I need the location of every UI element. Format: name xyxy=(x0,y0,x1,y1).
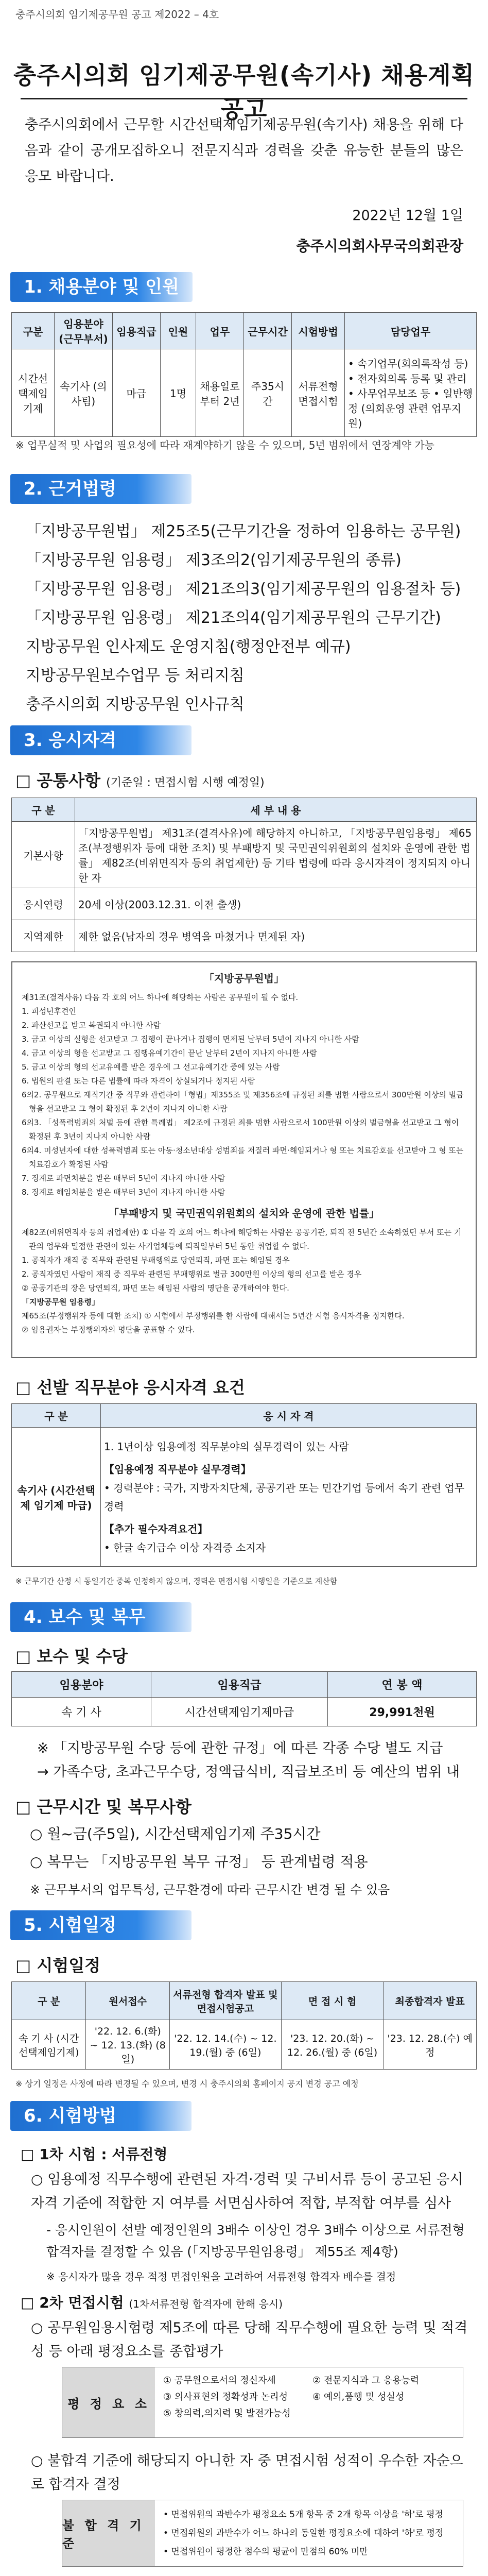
cell: 응시연령 xyxy=(12,888,75,920)
evaluation-items xyxy=(163,2372,457,2422)
legal-line: 6의4. 미성년자에 대한 성폭력범죄 또는 아동·청소년대상 성범죄를 저질러 파면·해임되거나 형 또는 치료감호를 선고받아 그 형 또는 치료감호가 확정된 사람 xyxy=(22,1146,464,1169)
cell: '22. 12. 14.(수) ~ 12. 19.(월) 중 (6일) xyxy=(170,2020,282,2070)
cell: '23. 12. 28.(수) 예정 xyxy=(384,2020,477,2070)
cell: 기본사항 xyxy=(12,822,75,888)
req-line: 【임용예정 직무분야 실무경력】 xyxy=(104,1463,251,1476)
fail-item: • 면접위원의 과반수가 평정요소 5개 항목 중 2개 항목 이상을 '하'로 평정 xyxy=(163,2510,443,2520)
law-item: 지방공무원 인사제도 운영지침(행정안전부 예규) xyxy=(26,638,351,656)
table-row xyxy=(12,1428,477,1567)
cell: 속기사 (시간선택제 임기제 마급) xyxy=(12,1428,101,1567)
section-1-note: ※ 업무실적 및 사업의 필요성에 따라 재계약하기 않을 수 있으며, 5년 범위에서 연장계약 가능 xyxy=(15,439,435,451)
legal-line: 제65조(부정행위자 등에 대한 조치) ① 시험에서 부정행위를 한 사람에 대해서는 5년간 시험 응시자격을 정지한다. xyxy=(22,1311,405,1320)
table-row xyxy=(12,888,477,920)
th-interview: 면 접 시 험 xyxy=(281,1982,384,2020)
section-2-heading: 2. 근거법령 xyxy=(10,474,257,504)
field-requirements-note: ※ 근무기간 산정 시 동일기간 중복 인정하지 않으며, 경력은 면접시험 시행일을 기준으로 계산함 xyxy=(15,1577,338,1586)
pay-title: □ 보수 및 수당 xyxy=(15,1647,128,1666)
cell: 29,991천원 xyxy=(328,1698,477,1726)
law-item: 충주시의회 지방공무원 인사규칙 xyxy=(26,696,245,714)
cell: 주35시간 xyxy=(244,349,292,437)
cell: 지역제한 xyxy=(12,920,75,952)
law-item: 「지방공무원 임용령」 제21조의4(임기제공무원의 근무기간) xyxy=(26,609,441,627)
req-line: • 한글 속기급수 이상 자격증 소지자 xyxy=(104,1541,266,1554)
section-6-heading: 6. 시험방법 xyxy=(10,2101,257,2131)
th-duty: 담당업무 xyxy=(345,313,477,349)
legal-line: 6. 법원의 판결 또는 다른 법률에 따라 자격이 상실되거나 정지된 사람 xyxy=(22,1076,255,1086)
legal-line: ② 임용권자는 부정행위자의 명단을 공표할 수 있다. xyxy=(22,1325,195,1334)
cell: 「지방공무원법」 제31조(결격사유)에 해당하지 아니하고, 「지방공무원임용령」 제65조(부정행위자 등에 대한 조치) 및 부패방지 및 국민권익위원회의 설치와 운영에 관한 법률」 제82조(비위면직자 등의 취업제한) 등 기타 법령에 따라 응시자격이 정지되지 아니한 자 xyxy=(75,822,477,888)
evaluation-item: ② 전문지식과 그 응용능력 xyxy=(312,2375,420,2386)
cell: 마급 xyxy=(113,349,161,437)
th-grade: 임용직급 xyxy=(151,1672,327,1698)
legal-line: 1. 공직자가 재직 중 직무와 관련된 부패행위로 당연퇴직, 파면 또는 해임된 경우 xyxy=(22,1256,290,1265)
fail-item: • 면접위원이 평정한 점수의 평균이 만점의 60% 미만 xyxy=(163,2547,368,2557)
work-item: ※ 근무부서의 업무특성, 근무환경에 따라 근무시간 변경 될 수 있음 xyxy=(30,1883,390,1897)
legal-line: 4. 금고 이상의 형을 선고받고 그 집행유예기간이 끝난 날부터 2년이 지나지 아니한 사람 xyxy=(22,1048,317,1058)
th-salary: 연 봉 액 xyxy=(328,1672,477,1698)
th-final-result: 최종합격자 발표 xyxy=(384,1982,477,2020)
cell: 속 기 사 xyxy=(12,1698,151,1726)
evaluation-item: ③ 의사표현의 정확성과 논리성 xyxy=(163,2392,288,2402)
pay-note: → 가족수당, 초과근무수당, 정액급식비, 직급보조비 등 예산의 범위 내 xyxy=(37,1764,460,1780)
legal-heading: 「지방공무원법」 xyxy=(204,972,284,985)
fail-criteria-box xyxy=(62,2500,463,2567)
announcement-date: 2022년 12월 1일 xyxy=(352,208,463,224)
th-application: 원서접수 xyxy=(86,1982,170,2020)
announcement-number: 충주시의회 임기제공무원 공고 제2022 – 4호 xyxy=(15,8,219,21)
th-category: 구분 xyxy=(12,313,55,349)
legal-line: 제82조(비위면직자 등의 취업제한) ① 다음 각 호의 어느 하나에 해당하는 사람은 공공기관, 퇴직 전 5년간 소속하였던 부서 또는 기관의 업무와 밀접한 관련이 있는 사기업체등에 퇴직일부터 5년 동안 취업할 수 없다. xyxy=(22,1228,462,1251)
recruit-table xyxy=(11,312,477,437)
step1-line: - 응시인원이 선발 예정인원의 3배수 이상인 경우 3배수 이상으로 서류전형 합격자를 결정할 수 있음 (「지방공무원임용령」 제55조 제4항) xyxy=(46,2223,465,2259)
legal-line: 7. 징계로 파면처분을 받은 때부터 5년이 지나지 아니한 사람 xyxy=(22,1174,225,1183)
step1-title: □ 1차 시험 : 서류전형 xyxy=(21,2146,168,2163)
req-line: • 경력분야 : 국가, 지방자치단체, 공공기관 또는 민간기업 등에서 속기 관련 업무 경력 xyxy=(104,1481,465,1513)
section-4-heading: 4. 보수 및 복무 xyxy=(10,1602,257,1632)
legal-line: 3. 금고 이상의 실형을 선고받고 그 집행이 끝나거나 집행이 면제된 날부터 5년이 지나지 아니한 사람 xyxy=(22,1035,359,1044)
step1-line: ※ 응시자가 많을 경우 적정 면접인원을 고려하여 서류전형 합격자 배수를 결정 xyxy=(46,2270,396,2283)
section-3-heading: 3. 응시자격 xyxy=(10,725,257,755)
table-row xyxy=(12,2020,477,2070)
table-row xyxy=(12,822,477,888)
common-requirements-title: □ 공통사항 (기준일 : 면접시험 시행 예정일) xyxy=(15,771,265,790)
title-divider xyxy=(21,98,467,99)
evaluation-item: ④ 예의,품행 및 성실성 xyxy=(312,2392,405,2402)
legal-heading: 「부패방지 및 국민권익위원회의 설치와 운영에 관한 법률」 xyxy=(108,1207,380,1219)
legal-line: 8. 징계로 해임처분을 받은 때부터 3년이 지나지 아니한 사람 xyxy=(22,1188,225,1197)
step2-line: ○ 공무원임용시험령 제5조에 따른 당해 직무수행에 필요한 능력 및 적격성 등 아래 평정요소를 종합평가 xyxy=(31,2320,468,2360)
req-line: 【추가 필수자격요건】 xyxy=(104,1522,208,1535)
pay-note: ※ 「지방공무원 수당 등에 관한 규정」에 따른 각종 수당 별도 지급 xyxy=(37,1740,443,1756)
legal-line: 1. 피성년후견인 xyxy=(22,1007,77,1016)
evaluation-item: ⑤ 창의력,의지력 및 발전가능성 xyxy=(163,2408,291,2419)
legal-excerpt-box xyxy=(11,961,477,1358)
cell: 시간선택제임기제마급 xyxy=(151,1698,327,1726)
step2-title: □ 2차 면접시험 (1차서류전형 합격자에 한해 응시) xyxy=(21,2294,283,2311)
step2-line: ○ 불합격 기준에 해당되지 아니한 자 중 면접시험 성적이 우수한 자순으로 합격자 결정 xyxy=(31,2453,463,2493)
cell: '23. 12. 20.(화) ~ 12. 26.(월) 중 (6일) xyxy=(281,2020,384,2070)
table-row xyxy=(12,920,477,952)
schedule-note: ※ 상기 일정은 사정에 따라 변경될 수 있으며, 변경 시 충주시의회 홈페이지 공지 변경 공고 예정 xyxy=(15,2079,359,2089)
legal-line: 2. 공직자였던 사람이 재직 중 직무와 관련된 부패행위로 벌금 300만원 이상의 형의 선고를 받은 경우 xyxy=(22,1269,362,1279)
law-item: 지방공무원보수업무 등 처리지침 xyxy=(26,667,245,685)
legal-line: 6의3. 「성폭력범죄의 처벌 등에 관한 특례법」 제2조에 규정된 죄를 범한 사람으로서 100만원 이상의 벌금형을 선고받고 그 형이 확정된 후 3년이 지나지 아니한 사람 xyxy=(22,1118,459,1141)
th-grade: 임용직급 xyxy=(113,313,161,349)
cell: • 속기업무(회의록작성 등) • 전자회의록 등록 및 관리 • 사무업무보조 등 • 일반행정 (의회운영 관련 업무지원) xyxy=(345,349,477,437)
fail-item: • 면접위원의 과반수가 어느 하나의 동일한 평정요소에 대하여 '하'로 평정 xyxy=(163,2528,444,2538)
th-category: 구 분 xyxy=(12,1404,101,1428)
evaluation-factors-box xyxy=(62,2367,463,2438)
law-item: 「지방공무원법」 제25조5(근무기간을 정하여 임용하는 공무원) xyxy=(26,522,461,540)
section-5-heading: 5. 시험일정 xyxy=(10,1910,257,1940)
cell: 20세 이상(2003.12.31. 이전 출생) xyxy=(75,888,477,920)
issuing-organization: 충주시의회사무국의회관장 xyxy=(296,238,463,255)
cell: 시간선택제임기제 xyxy=(12,349,55,437)
cell: 채용일로부터 2년 xyxy=(196,349,244,437)
cell: '22. 12. 6.(화) ~ 12. 13.(화) (8일) xyxy=(86,2020,170,2070)
law-item: 「지방공무원 임용령」 제3조의2(임기제공무원의 종류) xyxy=(26,551,402,569)
th-count: 인원 xyxy=(161,313,196,349)
table-row xyxy=(12,1698,477,1726)
law-item: 「지방공무원 임용령」 제21조의3(임기제공무원의 임용절차 등) xyxy=(26,580,461,598)
schedule-title: □ 시험일정 xyxy=(15,1956,101,1975)
th-period: 업무 xyxy=(196,313,244,349)
evaluation-label: 평 정 요 소 xyxy=(62,2367,155,2437)
step1-line: ○ 임용예정 직무수행에 관련된 자격·경력 및 구비서류 등이 공고된 응시자격 기준에 적합한 지 여부를 서면심사하여 적합, 부적합 여부를 심사 xyxy=(31,2172,463,2211)
legal-line: ② 공공기관의 장은 당연퇴직, 파면 또는 해임된 사람의 명단을 공개하여야 한다. xyxy=(22,1283,289,1293)
th-category: 구 분 xyxy=(12,1982,86,2020)
pay-table xyxy=(11,1671,477,1726)
common-requirements-table xyxy=(11,798,477,952)
cell: 서류전형 면접시험 xyxy=(292,349,345,437)
cell: 속기사 (의사팀) xyxy=(55,349,113,437)
th-field: 임용분야 xyxy=(12,1672,151,1698)
req-line: 1. 1년이상 임용예정 직무분야의 실무경력이 있는 사람 xyxy=(104,1440,349,1453)
th-detail: 세 부 내 용 xyxy=(75,798,477,822)
work-item: ○ 월~금(주5일), 시간선택제임기제 주35시간 xyxy=(30,1825,321,1842)
fail-criteria-items xyxy=(163,2505,457,2561)
section-1-heading: 1. 채용분야 및 인원 xyxy=(10,272,257,302)
cell xyxy=(101,1428,477,1567)
legal-line: 「지방공무원 임용령」 xyxy=(22,1297,100,1307)
th-category: 구 분 xyxy=(12,798,75,822)
legal-line: 제31조(결격사유) 다음 각 호의 어느 하나에 해당하는 사람은 공무원이 될 수 없다. xyxy=(22,993,299,1002)
evaluation-item: ① 공무원으로서의 정신자세 xyxy=(163,2375,276,2386)
cell: 1명 xyxy=(161,349,196,437)
th-field: 임용분야 (근무부서) xyxy=(55,313,113,349)
work-hours-title: □ 근무시간 및 복무사항 xyxy=(15,1797,191,1817)
th-qualification: 응 시 자 격 xyxy=(101,1404,477,1428)
intro-text: 충주시의회에서 근무할 시간선택제임기제공무원(속기사) 채용을 위해 다음과 같이 공개모집하오니 전문지식과 경력을 갖춘 유능한 분들의 많은 응모 바랍니다. xyxy=(25,117,463,184)
cell: 속 기 사 (시간선택제임기제) xyxy=(12,2020,86,2070)
th-method: 시험방법 xyxy=(292,313,345,349)
fail-criteria-label: 불 합 격 기 준 xyxy=(62,2500,155,2566)
legal-line: 5. 금고 이상의 형의 선고유예를 받은 경우에 그 선고유예기간 중에 있는 사람 xyxy=(22,1062,280,1072)
legal-line: 6의2. 공무원으로 재직기간 중 직무와 관련하여「형법」제355조 및 제356조에 규정된 죄를 범한 사람으로서 300만원 이상의 벌금형을 선고받고 그 형이 확정된 후 2년이 지나지 아니한 사람 xyxy=(22,1090,464,1113)
schedule-table xyxy=(11,1981,477,2070)
field-requirements-title: □ 선발 직무분야 응시자격 요건 xyxy=(15,1378,245,1397)
work-item: ○ 복무는 「지방공무원 복무 규정」 등 관계법령 적용 xyxy=(30,1853,368,1870)
table-row xyxy=(12,349,477,437)
page-title: 충주시의회 임기제공무원(속기사) 채용계획 공고 xyxy=(13,61,475,123)
th-document-result: 서류전형 합격자 발표 및 면접시험공고 xyxy=(170,1982,282,2020)
legal-line: 2. 파산선고를 받고 복권되지 아니한 사람 xyxy=(22,1021,161,1030)
cell: 제한 없음(남자의 경우 병역을 마쳤거나 면제된 자) xyxy=(75,920,477,952)
th-hours: 근무시간 xyxy=(244,313,292,349)
field-requirements-table xyxy=(11,1403,477,1567)
